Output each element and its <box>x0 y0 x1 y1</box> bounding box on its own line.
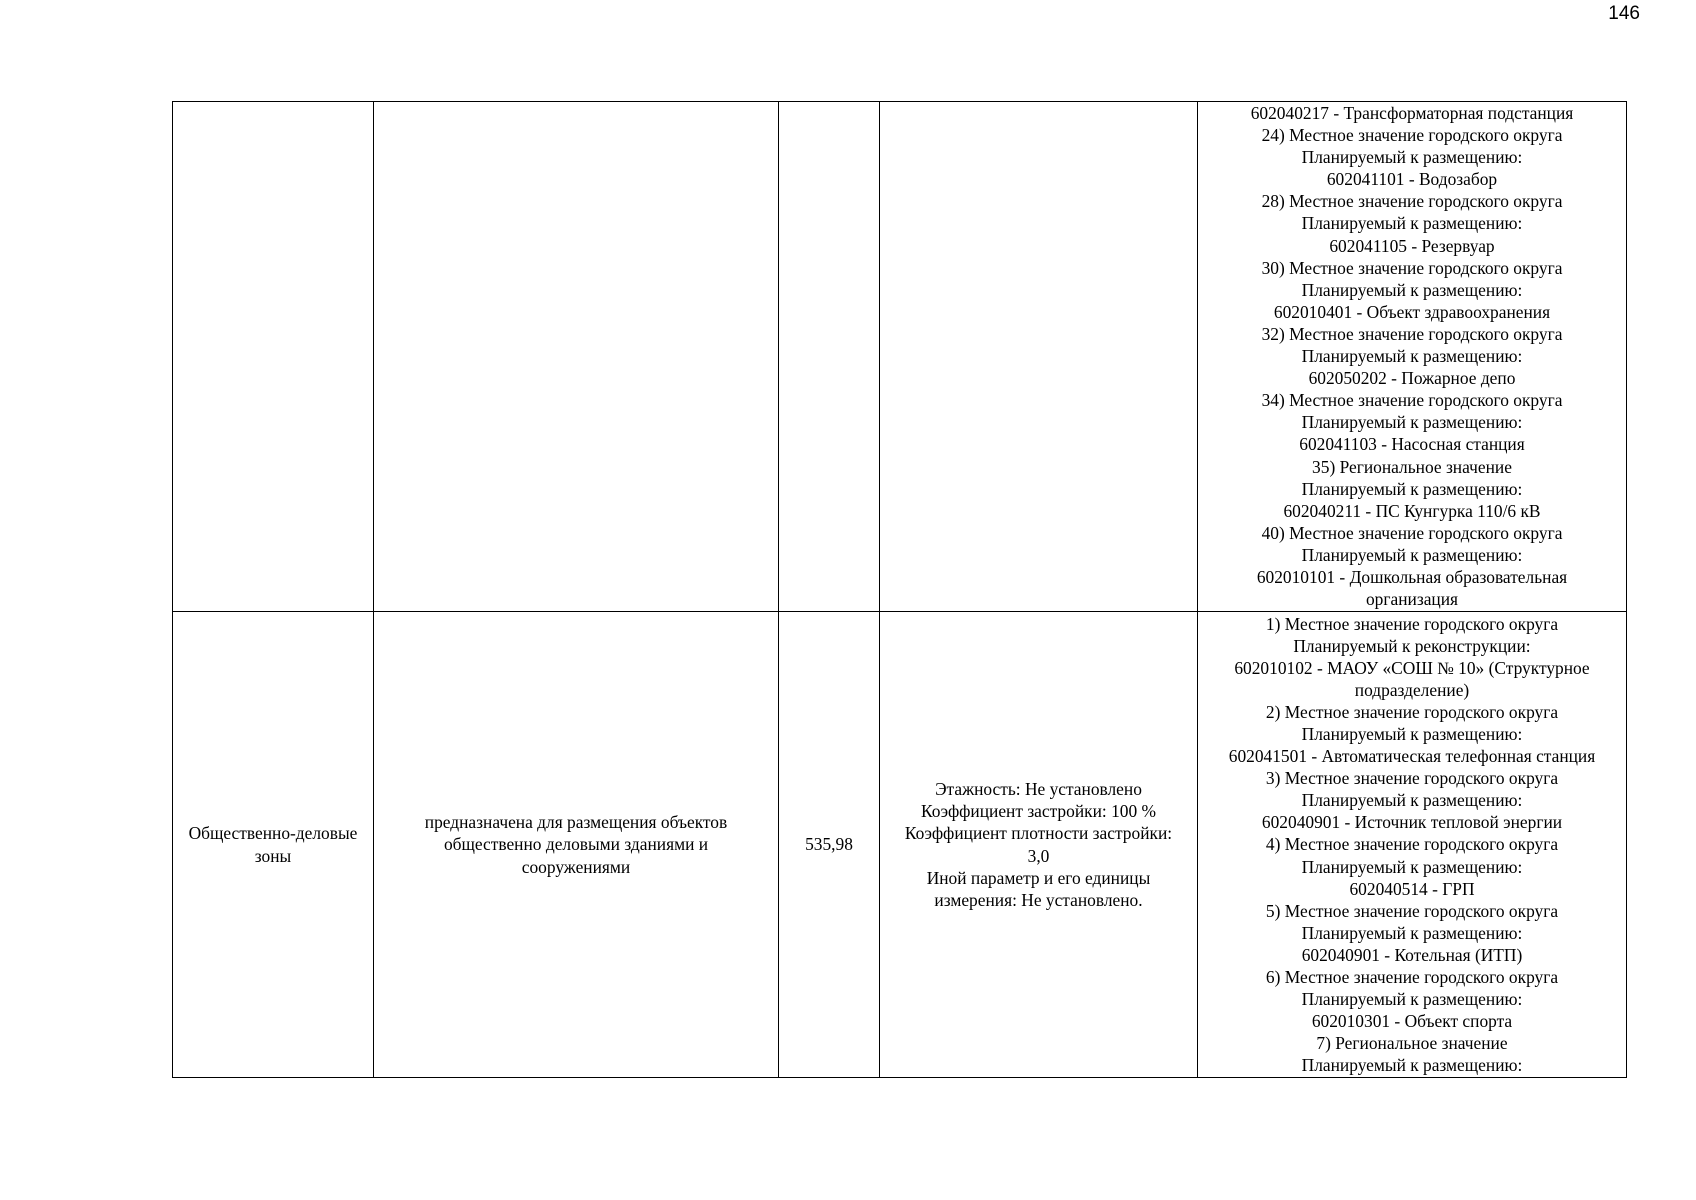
table-row <box>173 612 1627 1078</box>
objects-line: Планируемый к реконструкции: <box>1293 635 1531 656</box>
objects-line: Планируемый к размещению: <box>1301 544 1523 565</box>
zone-name-cell <box>173 102 374 612</box>
parameter-line: Коэффициент плотности застройки: <box>904 823 1173 844</box>
objects-line: 1) Местное значение городского округа <box>1265 613 1559 634</box>
table-row <box>173 102 1627 612</box>
parameter-line: Иной параметр и его единицы <box>926 867 1151 888</box>
zone-parameters-cell <box>880 612 1198 1078</box>
zone-objects-cell <box>1198 102 1627 612</box>
objects-line: 32) Местное значение городского округа <box>1261 323 1563 344</box>
objects-line: Планируемый к размещению: <box>1301 856 1523 877</box>
objects-line: Планируемый к размещению: <box>1301 478 1523 499</box>
zone-parameters-cell <box>880 102 1198 612</box>
objects-line: 6) Местное значение городского округа <box>1265 967 1559 988</box>
objects-line: 602040901 - Котельная (ИТП) <box>1301 944 1523 965</box>
objects-line: 602050202 - Пожарное депо <box>1308 368 1516 389</box>
objects-line: Планируемый к размещению: <box>1301 279 1523 300</box>
objects-line: 602040901 - Источник тепловой энергии <box>1261 812 1563 833</box>
objects-line: подразделение) <box>1354 679 1470 700</box>
page-number: 146 <box>1608 3 1640 24</box>
objects-line: 30) Местное значение городского округа <box>1261 257 1563 278</box>
objects-line: Планируемый к размещению: <box>1301 412 1523 433</box>
objects-line: 602040211 - ПС Кунгурка 110/6 кВ <box>1283 500 1541 521</box>
parameter-line: 3,0 <box>1027 845 1050 866</box>
zone-purpose-cell <box>374 102 779 612</box>
objects-line: 5) Местное значение городского округа <box>1265 900 1559 921</box>
objects-line: Планируемый к размещению: <box>1301 1055 1523 1076</box>
parameter-line: Коэффициент застройки: 100 % <box>920 801 1156 822</box>
objects-line: 602040217 - Трансформаторная подстанция <box>1250 103 1574 123</box>
objects-line: 602041105 - Резервуар <box>1329 235 1495 256</box>
objects-line: 34) Местное значение городского округа <box>1261 390 1563 411</box>
objects-line: 602040514 - ГРП <box>1349 878 1475 899</box>
zone-objects-cell <box>1198 612 1627 1078</box>
objects-line: 35) Региональное значение <box>1312 456 1512 477</box>
objects-line: Планируемый к размещению: <box>1301 922 1523 943</box>
objects-line: 602010101 - Дошкольная образовательная <box>1256 566 1568 587</box>
objects-line: Планируемый к размещению: <box>1301 723 1523 744</box>
objects-line: 602010401 - Объект здравоохранения <box>1273 301 1551 322</box>
objects-line: 24) Местное значение городского округа <box>1261 125 1563 146</box>
objects-line: 602041103 - Насосная станция <box>1299 434 1525 455</box>
zone-area-cell <box>779 102 880 612</box>
objects-line: 3) Местное значение городского округа <box>1265 768 1559 789</box>
zones-table <box>172 101 1627 1078</box>
objects-line: 7) Региональное значение <box>1316 1033 1508 1054</box>
zone-name: Общественно-деловые зоны <box>188 823 358 866</box>
objects-line: 602010301 - Объект спорта <box>1311 1011 1513 1032</box>
objects-line: Планируемый к размещению: <box>1301 147 1523 168</box>
objects-line: организация <box>1365 589 1459 610</box>
objects-line: Планируемый к размещению: <box>1301 346 1523 367</box>
objects-line: 602041501 - Автоматическая телефонная станция <box>1228 746 1596 767</box>
zone-area: 535,98 <box>805 834 853 855</box>
parameter-line: Этажность: Не установлено <box>935 779 1142 800</box>
objects-line: 40) Местное значение городского округа <box>1261 522 1563 543</box>
objects-line: Планируемый к размещению: <box>1301 989 1523 1010</box>
objects-line: Планируемый к размещению: <box>1301 790 1523 811</box>
objects-line: 4) Местное значение городского округа <box>1265 834 1559 855</box>
parameter-line: измерения: Не установлено. <box>934 889 1143 910</box>
zone-purpose-cell <box>374 612 779 1078</box>
objects-line: 602010102 - МАОУ «СОШ № 10» (Структурное <box>1234 657 1590 678</box>
objects-line: Планируемый к размещению: <box>1301 213 1523 234</box>
objects-line: 28) Местное значение городского округа <box>1261 191 1563 212</box>
objects-line: 602041101 - Водозабор <box>1326 169 1498 190</box>
zone-name-cell <box>173 612 374 1078</box>
zone-area-cell <box>779 612 880 1078</box>
zone-purpose: предназначена для размещения объектов общественно деловыми зданиями и сооружениями <box>424 812 728 877</box>
objects-line: 2) Местное значение городского округа <box>1265 701 1559 722</box>
